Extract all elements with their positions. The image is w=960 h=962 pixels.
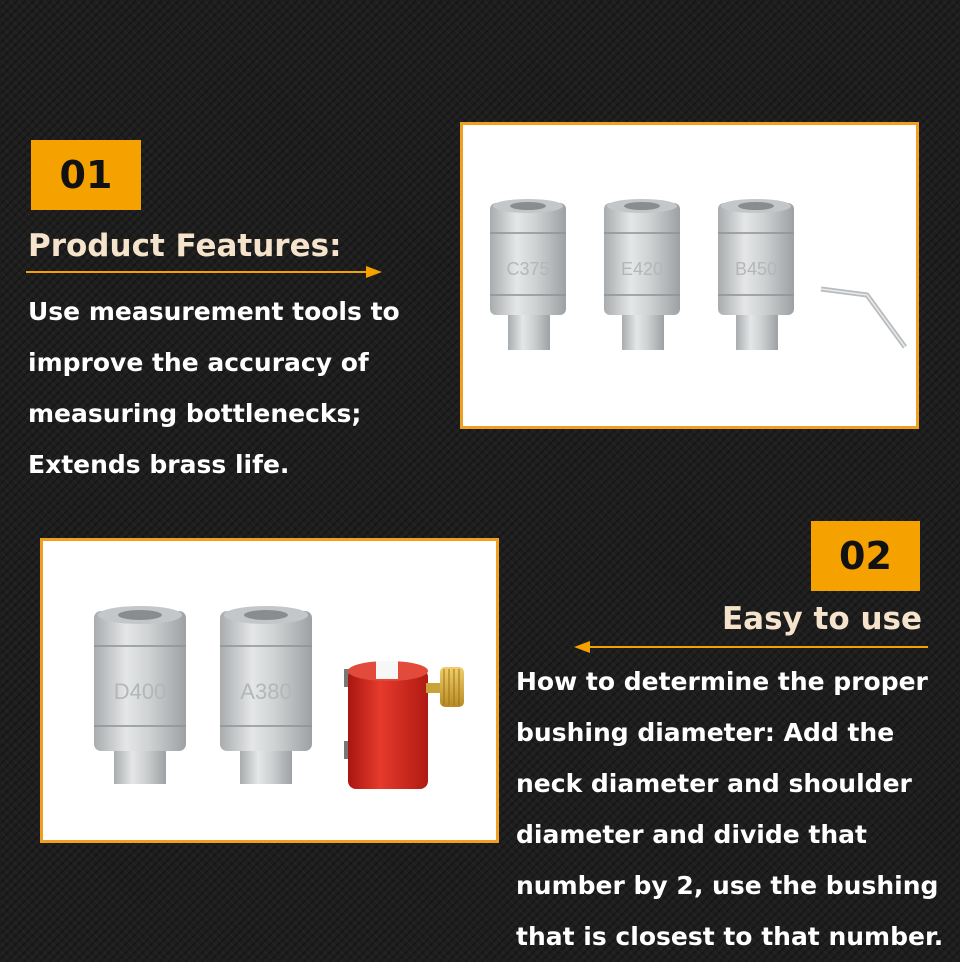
description-line: How to determine the proper — [516, 667, 928, 696]
bushing — [604, 199, 680, 350]
description-line: Use measurement tools to — [28, 297, 400, 326]
allen-key-icon — [821, 289, 905, 347]
bushing — [718, 199, 794, 350]
bushing-size-label: D400 — [113, 679, 167, 704]
description-line: measuring bottlenecks; — [28, 399, 362, 428]
easy-to-use-description — [516, 656, 943, 962]
section-number-badge-02 — [811, 521, 920, 591]
description-line: neck diameter and shoulder — [516, 769, 912, 798]
red-holder-icon — [344, 661, 464, 789]
product-photo-bushings-and-holder — [40, 538, 499, 843]
features-description — [28, 286, 400, 490]
section-heading-easy-to-use: Easy to use — [722, 601, 923, 637]
product-photo-bushings — [460, 122, 919, 429]
bushing-size-label: E420 — [620, 259, 664, 279]
section-heading-features: Product Features: — [28, 228, 342, 264]
bushing — [490, 199, 566, 350]
bushing — [220, 606, 312, 784]
arrow-left-icon — [572, 640, 932, 654]
description-line: improve the accuracy of — [28, 348, 369, 377]
bushing-size-label: C375 — [506, 259, 550, 279]
bushing-size-label: B450 — [734, 259, 778, 279]
description-line: bushing diameter: Add the — [516, 718, 895, 747]
bushing — [94, 606, 186, 784]
section-number: 01 — [59, 153, 113, 197]
section-number: 02 — [839, 534, 892, 578]
section-number-badge-01 — [31, 140, 141, 210]
bushing-size-label: A380 — [240, 679, 292, 704]
description-line: number by 2, use the bushing — [516, 871, 939, 900]
description-line: diameter and divide that — [516, 820, 868, 849]
arrow-right-icon — [24, 265, 384, 279]
description-line: that is closest to that number. — [516, 922, 944, 951]
description-line: Extends brass life. — [28, 450, 290, 479]
